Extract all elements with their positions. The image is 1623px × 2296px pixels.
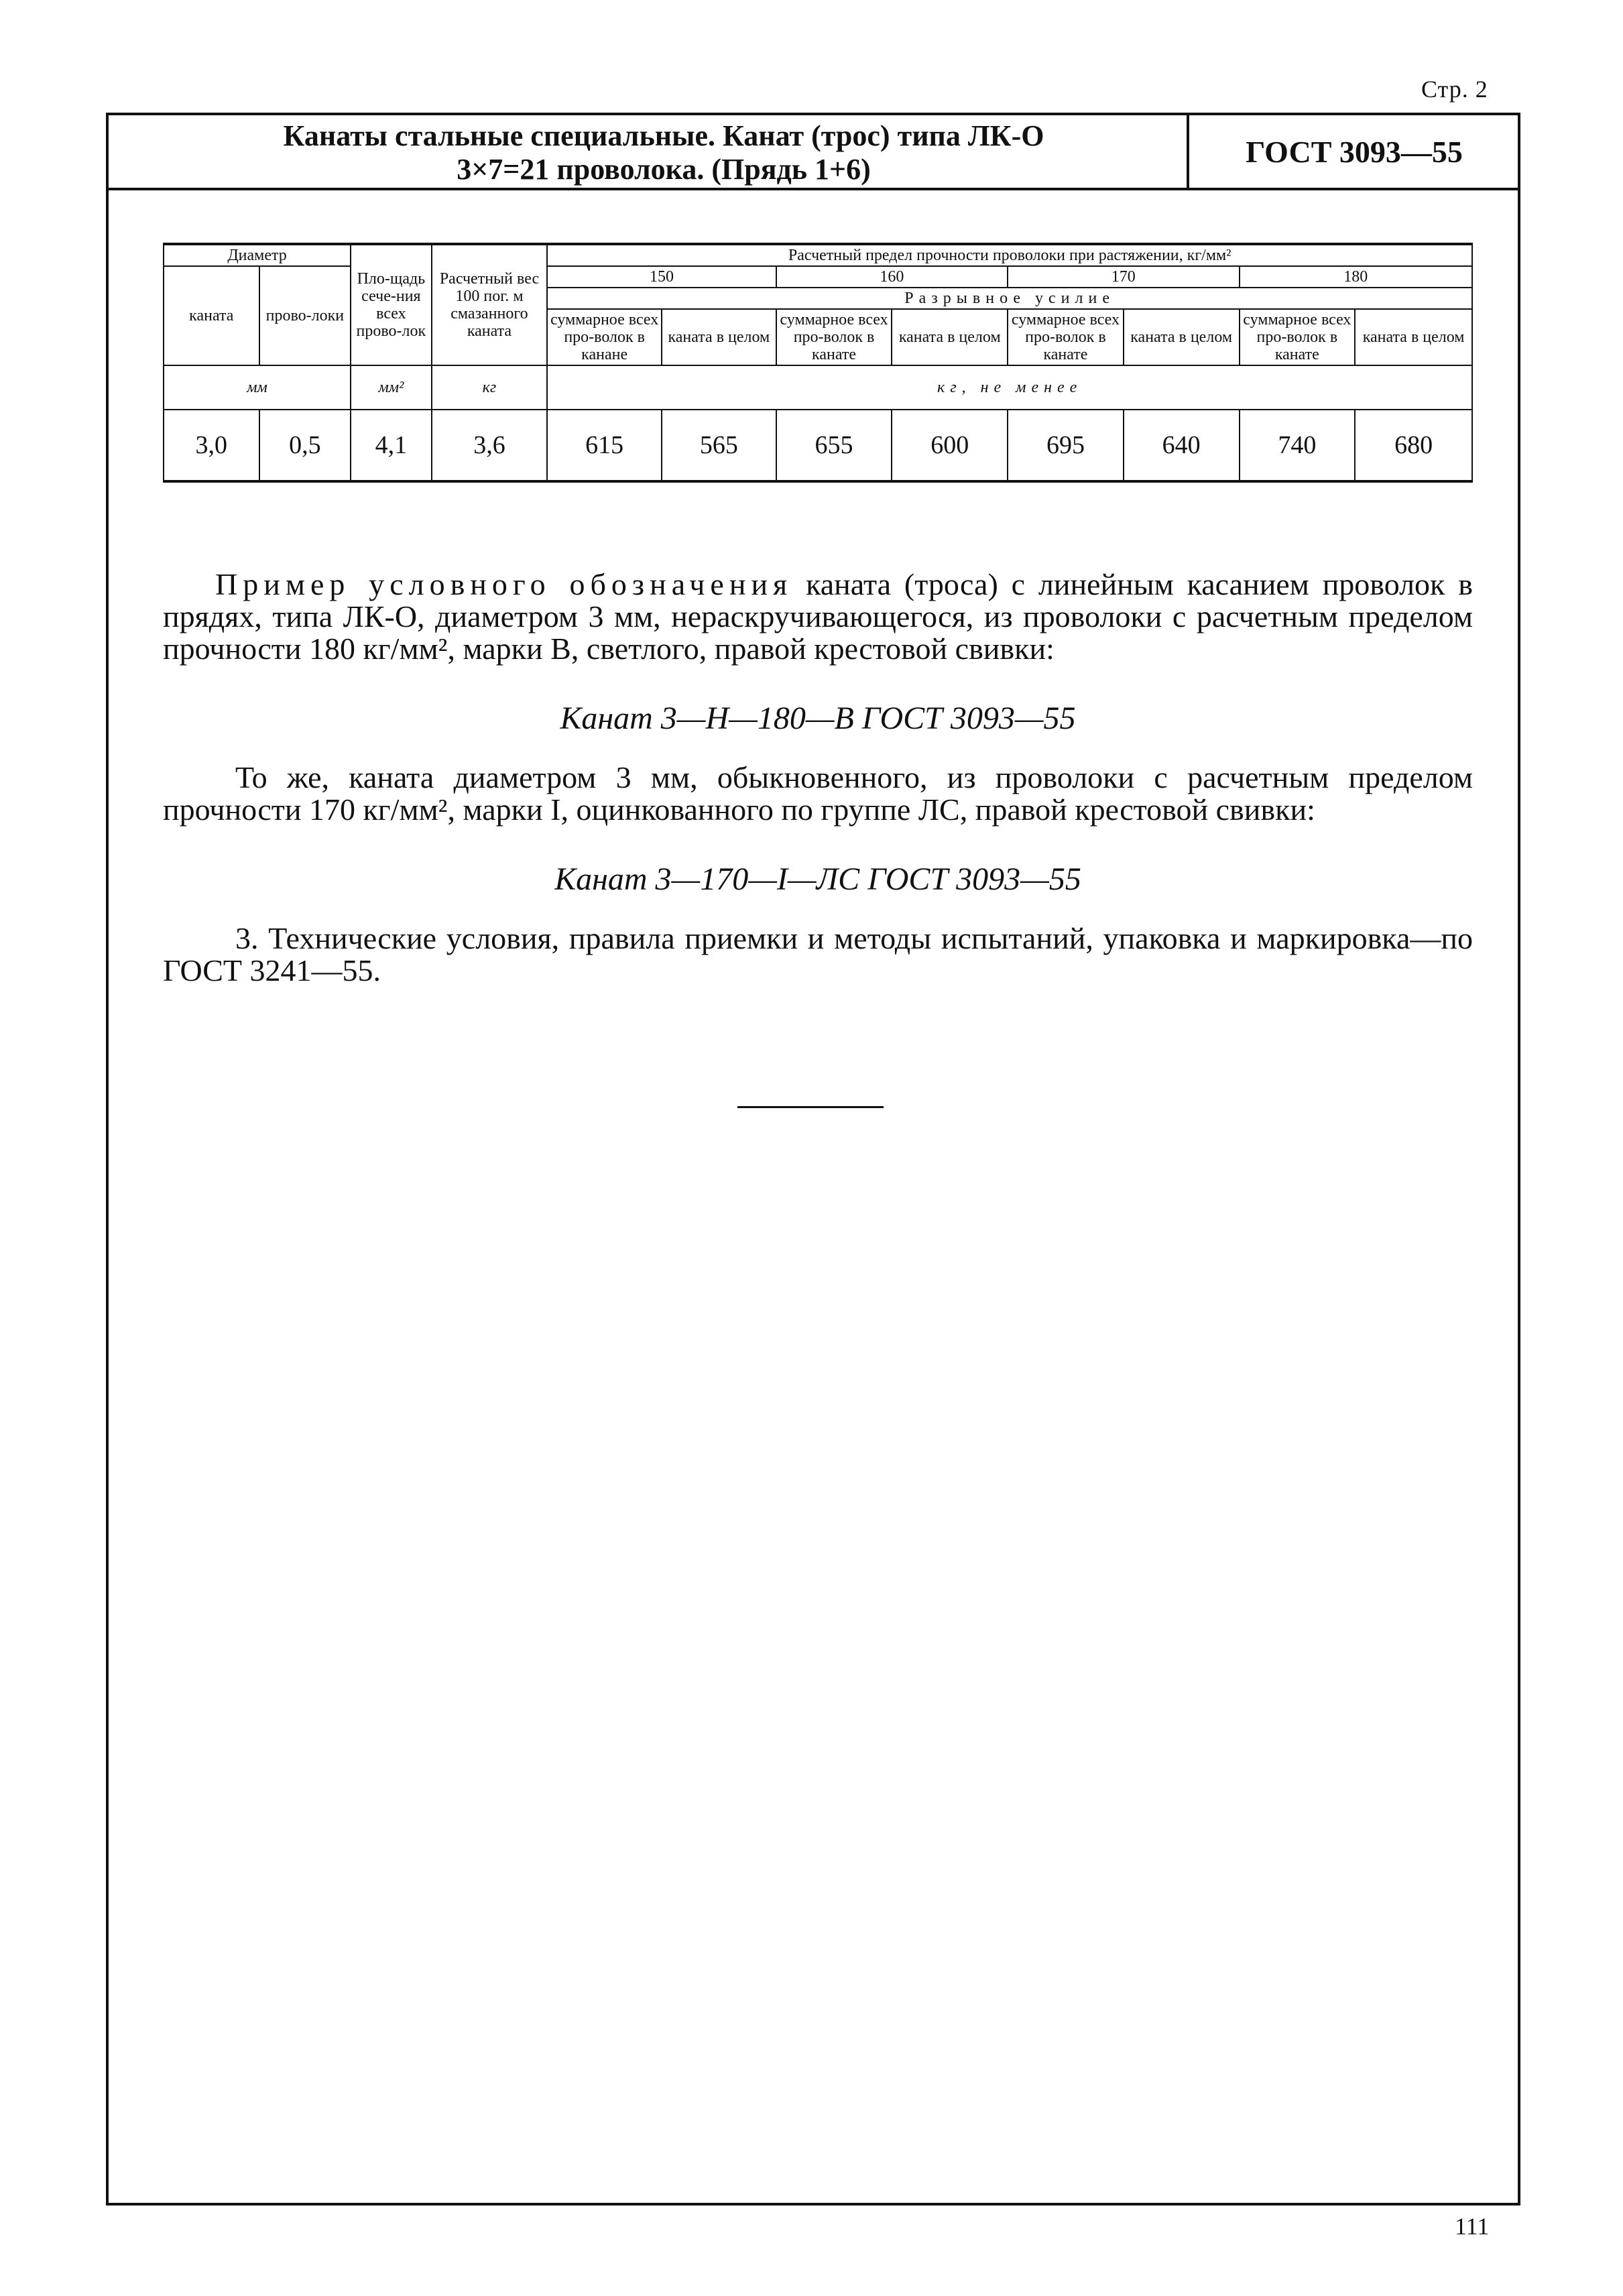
th-sum-160: суммарное всех про-волок в канате (776, 309, 892, 365)
page-number-bottom: 111 (1455, 2213, 1490, 2240)
table-cell: 740 (1240, 410, 1356, 481)
th-diameter: Диаметр (164, 244, 351, 266)
th-whole-170: каната в целом (1124, 309, 1240, 365)
table-cell: 3,6 (432, 410, 548, 481)
header-divider (1187, 114, 1189, 189)
th-kanata: каната (164, 266, 259, 365)
th-grade-170: 170 (1008, 266, 1239, 288)
unit-mm2: мм² (351, 365, 431, 410)
table-cell: 600 (892, 410, 1008, 481)
document-title (168, 119, 1160, 186)
separator-line (737, 1106, 884, 1108)
table-cell: 640 (1124, 410, 1240, 481)
th-breaking-force: Разрывное усилие (547, 288, 1472, 309)
table-cell: 695 (1008, 410, 1124, 481)
th-grade-160: 160 (776, 266, 1008, 288)
table-cell: 565 (662, 410, 776, 481)
spec-table (163, 243, 1473, 483)
th-whole-180: каната в целом (1355, 309, 1472, 365)
table-cell: 615 (547, 410, 662, 481)
designation-formula-1: Канат 3—Н—180—В ГОСТ 3093—55 (560, 701, 1076, 736)
page-number-top: Стр. 2 (1421, 76, 1488, 103)
th-grade-150: 150 (547, 266, 776, 288)
th-weight: Расчетный вес 100 пог. м смазанного каната (432, 244, 548, 365)
th-strength: Расчетный предел прочности проволоки при растяжении, кг/мм² (547, 244, 1472, 266)
title-line-2: 3×7=21 проволока. (Прядь 1+6) (457, 153, 871, 186)
th-grade-180: 180 (1240, 266, 1473, 288)
paragraph-same: То же, каната диаметром 3 мм, обыкновенного, из проволоки с расчетным пределом прочности 170 кг/мм², марки I, оцинкованного по группе ЛС, правой крестовой свивки: (163, 760, 1473, 827)
table-cell: 655 (776, 410, 892, 481)
table-cell: 3,0 (164, 410, 259, 481)
table-cell: 680 (1355, 410, 1472, 481)
th-sum-170: суммарное всех про-волок в канате (1008, 309, 1124, 365)
designation-formula-2: Канат 3—170—I—ЛС ГОСТ 3093—55 (554, 861, 1081, 897)
title-line-1: Канаты стальные специальные. Канат (трос) типа ЛК-О (283, 119, 1044, 152)
paragraph-example-body: каната (троса) с линейным касанием проволок в прядях, типа ЛК-О, диаметром 3 мм, нераскручивающегося, из проволоки с расчетным пределом прочности 180 кг/мм², марки В, светлого, правой крестовой свивки: (163, 567, 1473, 666)
unit-kg-min: кг, не менее (547, 365, 1472, 410)
gost-number: ГОСТ 3093—55 (1246, 135, 1463, 169)
header-rule (106, 188, 1520, 190)
th-whole-150: каната в целом (662, 309, 776, 365)
paragraph-technical: 3. Технические условия, правила приемки и методы испытаний, упаковка и маркировка—по ГОСТ 3241—55. (163, 921, 1473, 987)
th-provoloki: прово-локи (259, 266, 351, 365)
table-cell: 4,1 (351, 410, 431, 481)
paragraph-example-lead: Пример условного обозначения (215, 567, 793, 601)
table-cell: 0,5 (259, 410, 351, 481)
th-area: Пло-щадь сече-ния всех прово-лок (351, 244, 431, 365)
th-sum-150: суммарное всех про-волок в канане (547, 309, 662, 365)
unit-kg: кг (432, 365, 548, 410)
unit-mm: мм (164, 365, 351, 410)
th-whole-160: каната в целом (892, 309, 1008, 365)
th-sum-180: суммарное всех про-волок в канате (1240, 309, 1356, 365)
paragraph-example (163, 568, 1473, 665)
